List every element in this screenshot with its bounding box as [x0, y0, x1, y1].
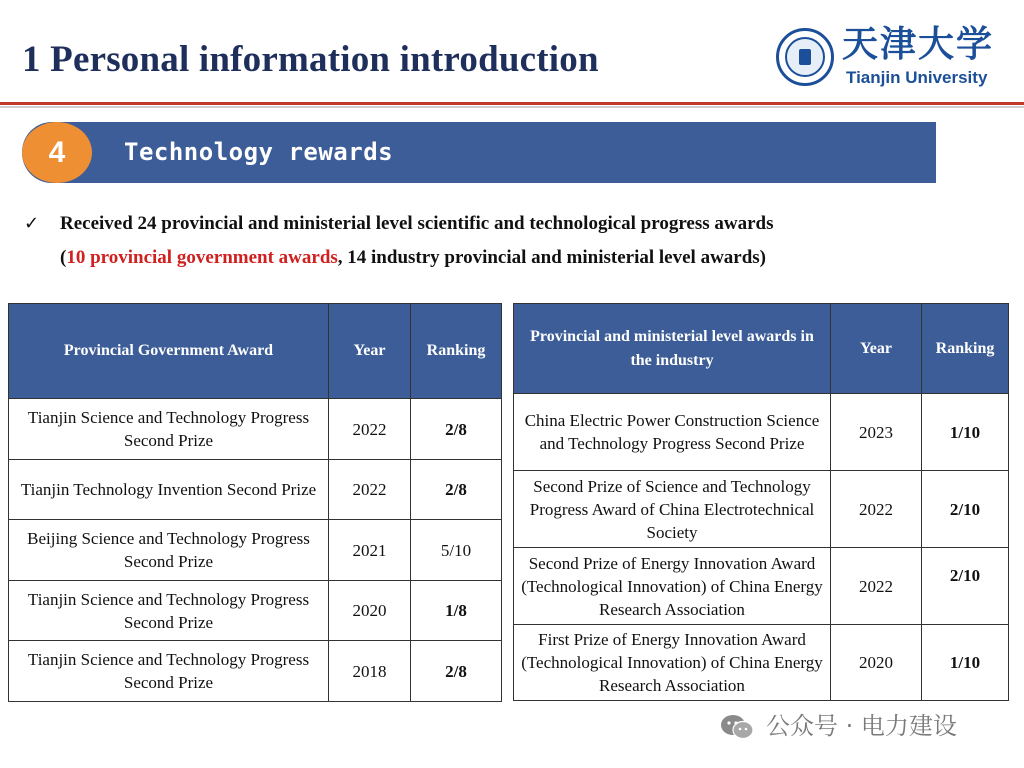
column-header-year: Year — [329, 304, 411, 399]
table-row — [9, 520, 502, 581]
provincial-awards-table — [8, 303, 502, 702]
award-ranking: 1/10 — [922, 394, 1009, 471]
award-ranking: 2/10 — [922, 471, 1009, 548]
section-number-badge: 4 — [22, 122, 92, 183]
award-ranking: 2/8 — [411, 460, 502, 520]
table-row — [514, 471, 1009, 548]
column-header-year: Year — [831, 304, 922, 394]
award-year: 2021 — [329, 520, 411, 581]
table-row — [9, 399, 502, 460]
award-ranking: 1/8 — [411, 581, 502, 641]
header-divider-red — [0, 102, 1024, 105]
table-header-row — [514, 304, 1009, 394]
university-seal-icon — [776, 28, 834, 86]
summary-highlight: 10 provincial government awards — [66, 247, 338, 268]
page-title: 1 Personal information introduction — [22, 39, 599, 80]
award-year: 2020 — [329, 581, 411, 641]
award-name: Tianjin Science and Technology Progress Second Prize — [9, 641, 329, 702]
section-title: Technology rewards — [124, 138, 394, 166]
section-banner — [22, 122, 936, 183]
award-name: China Electric Power Construction Science and Technology Progress Second Prize — [514, 394, 831, 471]
award-name: Beijing Science and Technology Progress Second Prize — [9, 520, 329, 581]
summary-line-1: Received 24 provincial and ministerial level scientific and technological progress awards — [60, 213, 774, 234]
award-ranking: 2/10 — [922, 548, 1009, 625]
award-name: Second Prize of Energy Innovation Award (Technological Innovation) of China Energy Research Association — [514, 548, 831, 625]
summary-line-2 — [60, 241, 1000, 275]
summary-text — [60, 207, 1000, 275]
logo-chinese-name: 天津大学 — [842, 23, 995, 65]
award-name: Tianjin Science and Technology Progress Second Prize — [9, 581, 329, 641]
column-header-ranking: Ranking — [411, 304, 502, 399]
award-year: 2023 — [831, 394, 922, 471]
award-ranking: 2/8 — [411, 641, 502, 702]
award-name: Tianjin Science and Technology Progress Second Prize — [9, 399, 329, 460]
table-row — [9, 641, 502, 702]
award-year: 2022 — [831, 471, 922, 548]
header-divider-grey — [0, 106, 1024, 108]
award-ranking: 2/8 — [411, 399, 502, 460]
table-row — [514, 625, 1009, 701]
award-year: 2022 — [329, 399, 411, 460]
industry-awards-table — [513, 303, 1009, 701]
wechat-icon — [720, 714, 754, 740]
award-ranking: 1/10 — [922, 625, 1009, 701]
table-row — [9, 460, 502, 520]
logo-english-name: Tianjin University — [846, 68, 988, 87]
column-header-award: Provincial and ministerial level awards in the industry — [514, 304, 831, 394]
open-paren: ( — [60, 247, 67, 268]
award-year: 2018 — [329, 641, 411, 702]
table-row — [514, 394, 1009, 471]
column-header-ranking: Ranking — [922, 304, 1009, 394]
award-name: Tianjin Technology Invention Second Prize — [9, 460, 329, 520]
table-header-row — [9, 304, 502, 399]
university-logo — [776, 22, 1006, 94]
award-ranking: 5/10 — [411, 520, 502, 581]
table-row — [514, 548, 1009, 625]
summary-rest: , 14 industry provincial and ministerial level awards) — [337, 247, 767, 268]
award-name: First Prize of Energy Innovation Award (Technological Innovation) of China Energy Research Association — [514, 625, 831, 701]
watermark-text: 公众号 · 电力建设 — [766, 712, 957, 740]
award-year: 2022 — [831, 548, 922, 625]
table-row — [9, 581, 502, 641]
award-year: 2022 — [329, 460, 411, 520]
checkmark-icon: ✓ — [24, 213, 40, 234]
award-name: Second Prize of Science and Technology Progress Award of China Electrotechnical Society — [514, 471, 831, 548]
award-year: 2020 — [831, 625, 922, 701]
column-header-award: Provincial Government Award — [9, 304, 329, 399]
